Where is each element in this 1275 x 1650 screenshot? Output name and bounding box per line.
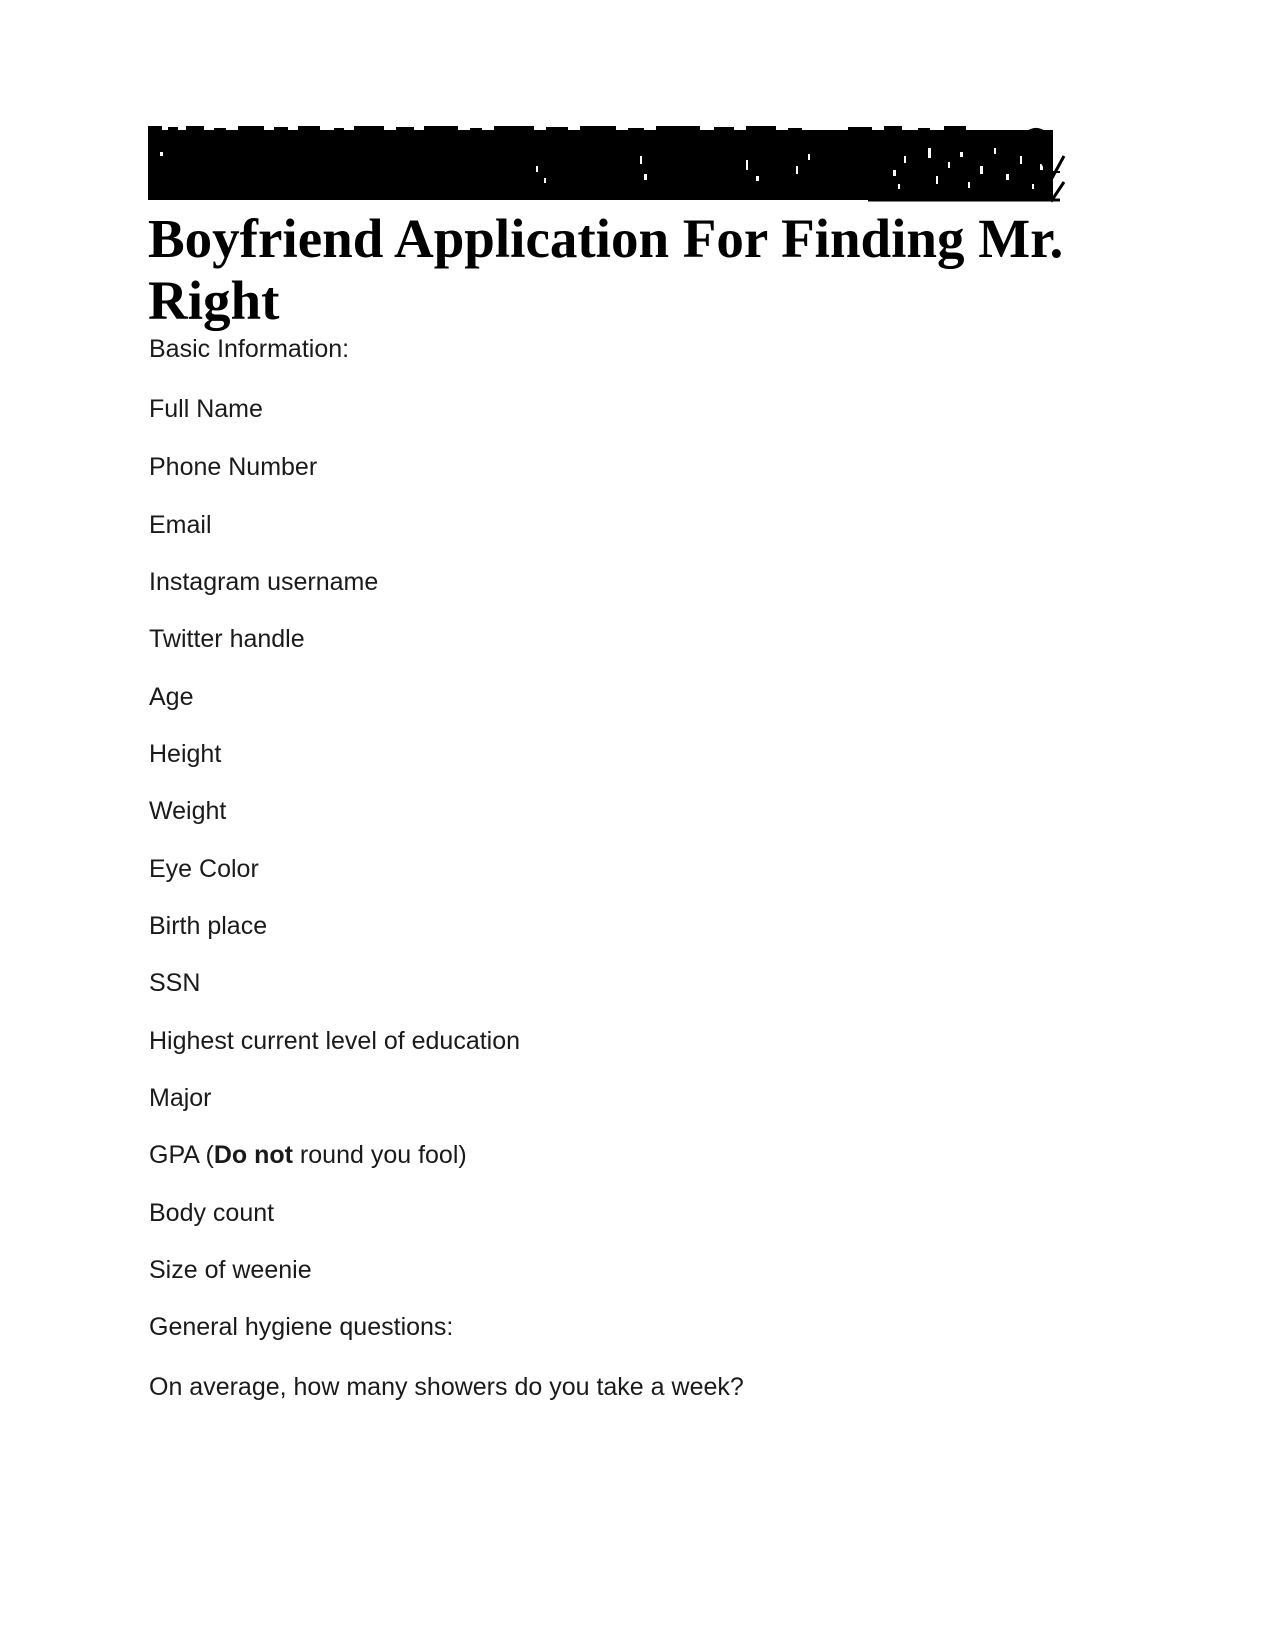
eye-color-label: Eye Color [149,855,259,883]
phone-number-label: Phone Number [149,453,318,481]
document-title: Boyfriend Application For Finding Mr. Right [148,208,1064,331]
weight-label: Weight [149,797,227,825]
ssn-label: SSN [149,969,201,997]
full-name-label: Full Name [149,395,263,423]
height-label: Height [149,740,222,768]
garbled-text-block [148,126,1108,204]
email-label: Email [149,511,212,539]
education-label: Highest current level of education [149,1027,521,1055]
body-count-label: Body count [149,1199,275,1227]
showers-question: On average, how many showers do you take a week? [149,1373,744,1401]
hygiene-heading: General hygiene questions: [149,1313,454,1341]
gpa-label-suffix: round you fool) [292,1141,467,1169]
birth-place-label: Birth place [149,912,268,940]
gpa-label [149,1140,467,1170]
gpa-label-emphasis: Do not [213,1141,293,1169]
basic-information-heading: Basic Information: [149,335,350,363]
instagram-label: Instagram username [149,568,379,596]
size-label: Size of weenie [149,1256,312,1284]
age-label: Age [149,683,194,711]
major-label: Major [149,1084,212,1112]
twitter-label: Twitter handle [149,625,305,653]
gpa-label-prefix: GPA ( [149,1141,214,1169]
